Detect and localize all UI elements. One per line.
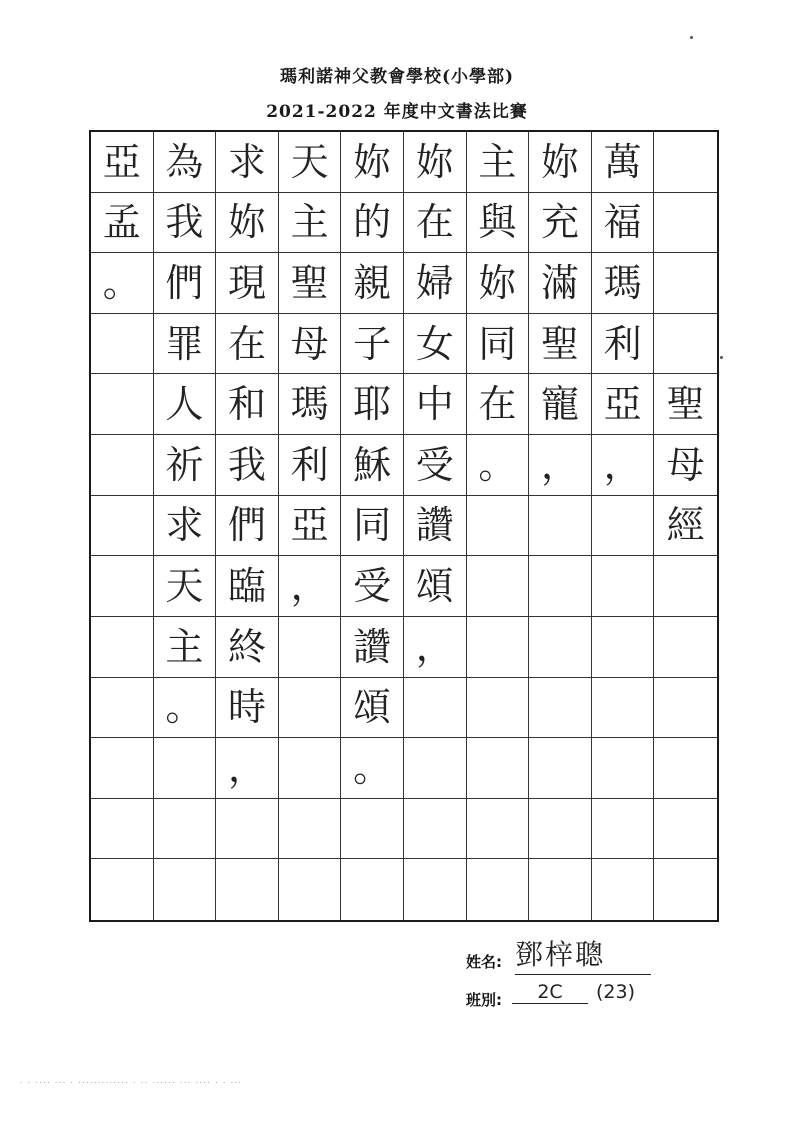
grid-cell: 讚 xyxy=(341,617,404,678)
calligraphy-grid xyxy=(89,130,719,922)
grid-cell xyxy=(467,859,530,920)
grid-cell: 們 xyxy=(154,253,217,314)
grid-cell xyxy=(404,799,467,860)
grid-cell xyxy=(341,799,404,860)
grid-cell xyxy=(467,617,530,678)
name-label: 姓名: xyxy=(466,953,502,971)
grid-cell xyxy=(529,617,592,678)
grid-cell xyxy=(654,738,717,799)
grid-cell xyxy=(91,314,154,375)
grid-cell: 頌 xyxy=(341,678,404,739)
grid-cell xyxy=(216,799,279,860)
grid-cell: 妳 xyxy=(467,253,530,314)
grid-cell xyxy=(654,193,717,254)
grid-cell xyxy=(654,617,717,678)
grid-cell: 祈 xyxy=(154,435,217,496)
grid-cell: 母 xyxy=(654,435,717,496)
grid-cell xyxy=(91,617,154,678)
grid-cell: 中 xyxy=(404,374,467,435)
scan-speck xyxy=(690,36,693,39)
grid-cell: 天 xyxy=(154,556,217,617)
grid-cell xyxy=(404,859,467,920)
grid-cell xyxy=(91,678,154,739)
grid-cell: 亞 xyxy=(592,374,655,435)
grid-cell xyxy=(279,859,342,920)
grid-cell xyxy=(467,496,530,557)
grid-cell: 主 xyxy=(467,132,530,193)
grid-cell: 受 xyxy=(404,435,467,496)
grid-cell: 萬 xyxy=(592,132,655,193)
grid-cell: 福 xyxy=(592,193,655,254)
grid-cell: 利 xyxy=(592,314,655,375)
grid-cell xyxy=(154,859,217,920)
grid-cell xyxy=(91,496,154,557)
grid-cell: 妳 xyxy=(404,132,467,193)
grid-cell xyxy=(592,556,655,617)
grid-cell xyxy=(279,799,342,860)
grid-cell xyxy=(529,678,592,739)
grid-cell: 。 xyxy=(467,435,530,496)
grid-cell: 在 xyxy=(216,314,279,375)
grid-cell xyxy=(529,496,592,557)
grid-cell xyxy=(592,678,655,739)
grid-cell: 子 xyxy=(341,314,404,375)
grid-cell: 罪 xyxy=(154,314,217,375)
grid-cell xyxy=(216,859,279,920)
grid-cell: 同 xyxy=(341,496,404,557)
grid-cell xyxy=(341,859,404,920)
class-label: 班別: xyxy=(466,991,502,1009)
grid-cell: 聖 xyxy=(654,374,717,435)
grid-cell: 人 xyxy=(154,374,217,435)
grid-cell: 親 xyxy=(341,253,404,314)
grid-cell: 時 xyxy=(216,678,279,739)
grid-cell: 瑪 xyxy=(279,374,342,435)
grid-cell xyxy=(154,738,217,799)
grid-cell: 終 xyxy=(216,617,279,678)
grid-cell xyxy=(654,678,717,739)
competition-title: 2021-2022 年度中文書法比賽 xyxy=(266,102,528,122)
school-title: 瑪利諾神父教會學校(小學部) xyxy=(279,67,515,87)
grid-cell xyxy=(529,556,592,617)
grid-cell xyxy=(592,738,655,799)
grid-cell xyxy=(654,556,717,617)
grid-cell: 讚 xyxy=(404,496,467,557)
grid-cell: 女 xyxy=(404,314,467,375)
grid-cell xyxy=(91,799,154,860)
grid-cell xyxy=(654,132,717,193)
grid-cell: 同 xyxy=(467,314,530,375)
grid-cell xyxy=(404,678,467,739)
grid-cell xyxy=(654,859,717,920)
grid-cell xyxy=(467,678,530,739)
grid-cell xyxy=(654,253,717,314)
grid-cell: 的 xyxy=(341,193,404,254)
scan-noise-strip: . . .... ... . ............. . .. ...... ... .... . . ... xyxy=(20,1078,243,1084)
grid-cell xyxy=(91,859,154,920)
grid-cell: 母 xyxy=(279,314,342,375)
grid-cell: 求 xyxy=(216,132,279,193)
grid-cell: 滿 xyxy=(529,253,592,314)
grid-cell: 臨 xyxy=(216,556,279,617)
grid-cell: 在 xyxy=(404,193,467,254)
grid-cell xyxy=(592,799,655,860)
grid-cell xyxy=(154,799,217,860)
scan-speck xyxy=(720,356,723,359)
grid-cell xyxy=(91,556,154,617)
grid-cell xyxy=(592,496,655,557)
grid-cell: 主 xyxy=(154,617,217,678)
grid-cell: 我 xyxy=(154,193,217,254)
grid-cell: 求 xyxy=(154,496,217,557)
grid-cell xyxy=(467,556,530,617)
grid-cell xyxy=(91,435,154,496)
grid-cell: 在 xyxy=(467,374,530,435)
grid-cell: 耶 xyxy=(341,374,404,435)
grid-cell xyxy=(592,617,655,678)
grid-cell: 天 xyxy=(279,132,342,193)
grid-cell: 妳 xyxy=(341,132,404,193)
grid-cell: 孟 xyxy=(91,193,154,254)
grid-cell: ， xyxy=(529,435,592,496)
grid-cell: 與 xyxy=(467,193,530,254)
grid-cell xyxy=(654,799,717,860)
grid-cell: 。 xyxy=(91,253,154,314)
grid-cell xyxy=(279,678,342,739)
grid-cell: 頌 xyxy=(404,556,467,617)
grid-cell: ， xyxy=(216,738,279,799)
grid-cell: 亞 xyxy=(279,496,342,557)
grid-cell xyxy=(404,738,467,799)
grid-cell xyxy=(529,859,592,920)
grid-cell: 利 xyxy=(279,435,342,496)
grid-cell xyxy=(91,738,154,799)
grid-cell: 聖 xyxy=(529,314,592,375)
grid-cell xyxy=(91,374,154,435)
grid-cell: 為 xyxy=(154,132,217,193)
grid-cell xyxy=(467,799,530,860)
grid-cell: ， xyxy=(279,556,342,617)
grid-cell xyxy=(279,617,342,678)
grid-cell: 和 xyxy=(216,374,279,435)
class-value: 2C xyxy=(512,981,588,1004)
grid-cell: 寵 xyxy=(529,374,592,435)
grid-cell xyxy=(279,738,342,799)
grid-cell: 充 xyxy=(529,193,592,254)
grid-cell: 。 xyxy=(154,678,217,739)
grid-cell xyxy=(529,799,592,860)
grid-cell xyxy=(592,859,655,920)
grid-cell xyxy=(654,314,717,375)
grid-cell: ， xyxy=(404,617,467,678)
grid-cell: 受 xyxy=(341,556,404,617)
grid-cell: 穌 xyxy=(341,435,404,496)
grid-cell: 現 xyxy=(216,253,279,314)
grid-cell: 妳 xyxy=(529,132,592,193)
grid-cell: 。 xyxy=(341,738,404,799)
grid-cell xyxy=(467,738,530,799)
class-number: (23) xyxy=(596,981,636,1003)
grid-cell: 們 xyxy=(216,496,279,557)
grid-cell: 婦 xyxy=(404,253,467,314)
grid-cell: 經 xyxy=(654,496,717,557)
grid-cell: 聖 xyxy=(279,253,342,314)
grid-cell: ， xyxy=(592,435,655,496)
name-value: 鄧梓聰 xyxy=(515,933,651,975)
grid-cell: 亞 xyxy=(91,132,154,193)
grid-cell xyxy=(529,738,592,799)
grid-cell: 瑪 xyxy=(592,253,655,314)
grid-cell: 主 xyxy=(279,193,342,254)
grid-cell: 我 xyxy=(216,435,279,496)
grid-cell: 妳 xyxy=(216,193,279,254)
